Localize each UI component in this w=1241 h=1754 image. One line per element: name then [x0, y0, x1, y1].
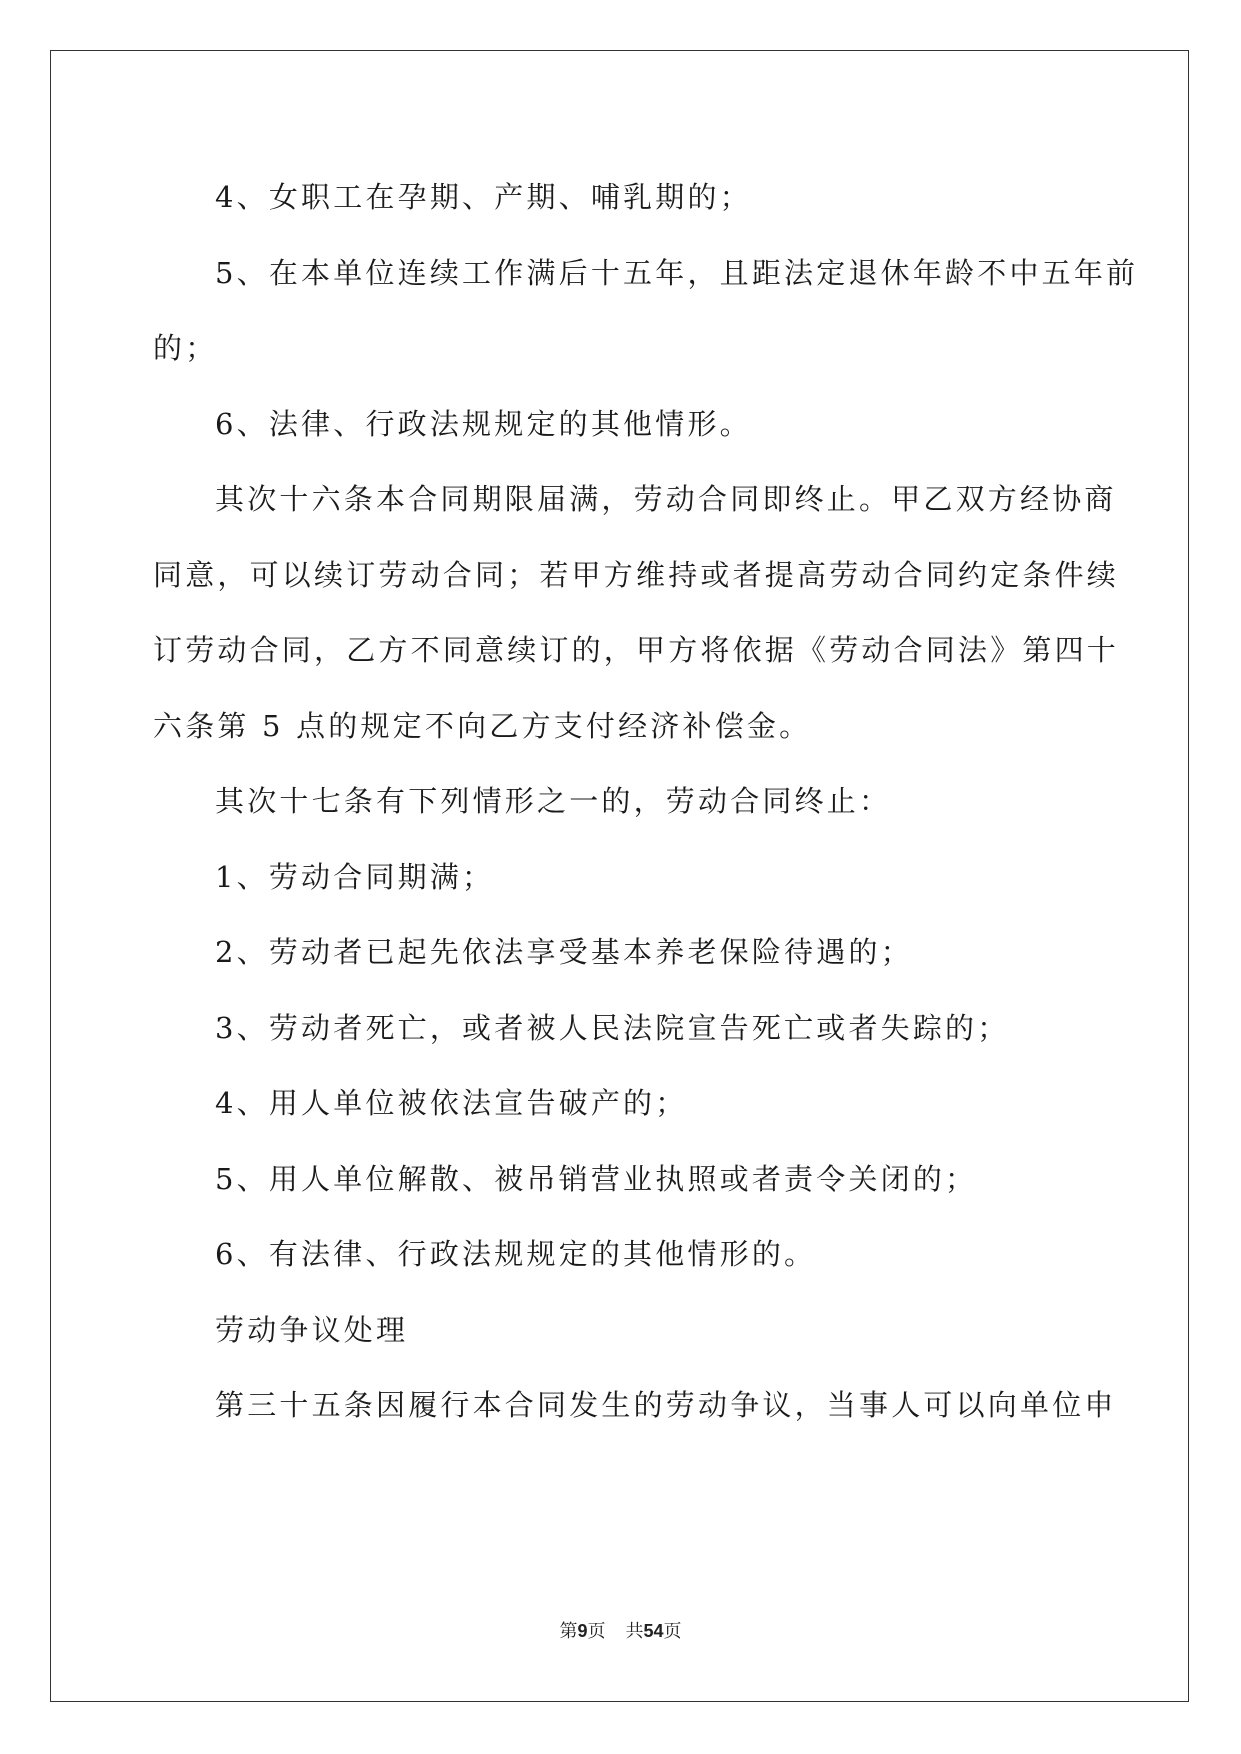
- text-line: 3、劳动者死亡，或者被人民法院宣告死亡或者失踪的；: [215, 1010, 1010, 1045]
- text-line: 4、用人单位被依法宣告破产的；: [215, 1086, 688, 1120]
- text-line: 1、劳动合同期满；: [215, 859, 495, 894]
- text-line: 其次十六条本合同期限届满，劳动合同即终止。甲乙双方经协商: [215, 482, 1117, 516]
- footer-page-prefix: 第: [559, 1621, 578, 1642]
- text-line: 订劳动合同，乙方不同意续订的，甲方将依据《劳动合同法》第四十: [153, 633, 1120, 667]
- footer-page-number: 9: [577, 1621, 588, 1641]
- text-line: 第三十五条因履行本合同发生的劳动争议，当事人可以向单位申: [215, 1388, 1117, 1422]
- document-body: [153, 160, 1139, 1444]
- text-line: 4、女职工在孕期、产期、哺乳期的；: [215, 180, 752, 214]
- footer-page-suffix: 页: [587, 1621, 606, 1642]
- text-line: 5、在本单位连续工作满后十五年，且距法定退休年龄不中五年前: [215, 255, 1139, 290]
- text-line: 的；: [153, 331, 218, 365]
- text-line: 2、劳动者已起先依法享受基本养老保险待遇的；: [215, 935, 913, 969]
- text-line: 同意，可以续订劳动合同；若甲方维持或者提高劳动合同约定条件续: [153, 557, 1120, 592]
- footer-total-prefix: 共: [625, 1621, 644, 1642]
- text-line: 劳动争议处理: [215, 1312, 409, 1347]
- text-line: 6、法律、行政法规规定的其他情形。: [215, 406, 752, 441]
- footer-total-suffix: 页: [663, 1621, 682, 1642]
- text-line: 六条第 5 点的规定不向乙方支付经济补偿金。: [153, 708, 812, 743]
- footer-total-pages: 54: [643, 1621, 664, 1641]
- text-line: 其次十七条有下列情形之一的，劳动合同终止：: [215, 784, 892, 818]
- text-line: 5、用人单位解散、被吊销营业执照或者责令关闭的；: [215, 1161, 978, 1196]
- text-line: 6、有法律、行政法规规定的其他情形的。: [215, 1237, 817, 1271]
- page-footer: [0, 1617, 1241, 1643]
